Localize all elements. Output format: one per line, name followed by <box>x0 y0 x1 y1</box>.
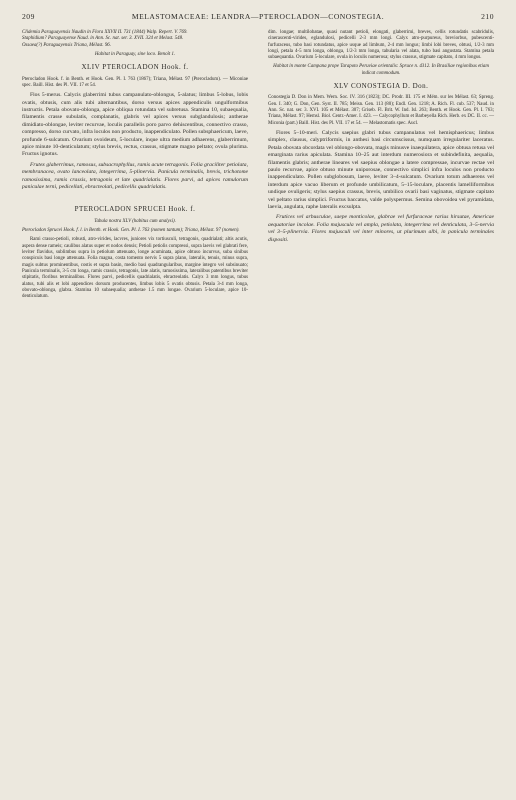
genus-synonymy: Pterocladon Hook. f. in Benth. et Hook. Gen. Pl. I. 763 (1867); Triana, Mélast. 97 (Pterocladum). — Miconiae spec. Baill. Hist. des Pl. VII. 17 et 54. <box>22 76 248 88</box>
left-column <box>22 30 248 303</box>
synonymy-block: Clidemia Paraguayensis Naudin in Flora XXVII II. 731 (1844) Walp. Repert. V. 769. Staphidium? Paraguayense Naud. in Ann. Sc. nat. ser. 3. XVII. 324 et Melast. 548. Ossaea(?) Paraguayensis Triana, Mélast. 96. <box>22 30 188 48</box>
genus-heading-right: XLV CONOSTEGIA D. Don. <box>333 82 429 91</box>
running-header <box>22 12 494 24</box>
genus-description-right: Flores 5–10-meri. Calycis saepius glabri tubus campanulatus vel hemisphaericus; limbus simplex, clausus, calyptriformis, in anthesi basi circumscissus, numquam irregulariter laceratus. Petala obovata obcordata vel oblongo-obovata, magis minusve inaequilatera, apice obtusa retusa vel emarginata rarius apiculata. Stamina 10–25 aut interdum numerosiora et subindefinita, aequalia, filamentis glabris; antherae lineares vel saepius oblongae a latere compressae, incurvae rectae vel paulo recurvae, apice obtuso minute uniporosae, connectivo simplici infra loculos non producto inappendiculato. Pollen subglobosum, laeve, leviter 3–4-sulcatum. Ovarium totum adhaerens vel interdum apice vacuo liberum et profunde umbilicatum, 5–15-loculare, placentis lamelliformibus undique ovuligeris; stylus saepius crassus, brevis, umbilico ovarii basi vaginatus, stigmate capitato vel peltato rarius simplici. Fructus baccatus, valde polyspermus. Semina obovoidea vel pyramidata, laevia, angulata, raphe lateralis excsulpta. <box>268 129 494 211</box>
genus-habit-right: Frutices vel arbusculae, saepe monticolae, glabrae vel furfuraceae rarius hirsutae, Americae aequatoriae incolae. Folia majuscula vel ampla, petiolata, integerrima vel denticulata, 3–5-nervia vel 3–5-plinervia. Flores majusculi vel inter minores, ut plurimum albi, in panicula terminales dispositi. <box>268 214 494 243</box>
habitat-note-right: Habitat in monte Campana prope Tarapoto Peruviae orientalis: Spruce n. 4312. In Brasiliae regionibus etiam indicat commodum. <box>273 64 489 76</box>
right-column <box>268 30 494 247</box>
genus-heading: XLIV PTEROCLADON Hook. f. <box>81 63 189 72</box>
species-description-continued: dim. longae; multilobatae, quasi nutant petioli, elongati, glaberrimi, breves, cellis rotundatis scabridulis, cinerascenti-virides, eglandulosi, pedicelli 2-3 mm longi. Calyx atro-purpureus, breviorbus, pubescenti-furfuraceus, tubo basi rotundatus, apice usque ad limbum, 2-4 mm longus; limbi lobi breves, obtusi, 1/2-3 mm longi, petala 4-5 mm longa, oblonga, 1/2-3 mm longa, tabularia vel alata, tubo basi angustata. Stamina petala subaequantia. Ovarium 5-loculare, ovula in loculis numerosa; stylus crassus, stigmate capitato, 4 mm longus. <box>268 30 494 61</box>
genus-habit: Frutex glaberrimus, ramosus, subsacrophyllus, ramis acute tetragonis. Folia graciliter petiolata, membranacea, ovato lanceolata, integerrima, 5-plinervia. Panicula terminalis, brevis, trichotome ramosissima, ramis crassis, tetragonis et late quadrialatis. Flores parvi, ad apices ramulorum paniculae terni, pedicellati, ebracteolati, pedicellis quadrialatis. <box>22 161 248 191</box>
plate-reference: Tabula nostra XLV (habitus cum analysi). <box>94 218 176 224</box>
habitat-note: Habitat in Paraguay, sine loco. Benoît 1. <box>94 51 176 57</box>
running-title: MELASTOMACEAE: LEANDRA—PTEROCLADON—CONOSTEGIA. <box>131 12 385 21</box>
species-synonymy: Pterocladon Sprucei Hook. f. l. in Benth. et Hook. Gen. Pl. I. 763 (nomen tantum); Triana, Mélast. 97 (nomen). <box>22 228 240 234</box>
genus-synonymy-right: Conostegia D. Don in Mem. Wern. Soc. IV. 316 (1823); DC. Prodr. III. 175 et Mém. sur les Mélast. 63; Spreng. Gen. I. 340; G. Don, Gen. Syst. II. 785; Meisn. Gen. 113 (80); Endl. Gen. 1218; A. Rich. Fl. cub. 537; Naud. in Ann. Sc. nat. ser. 3. XVI. 105 et Mélast. 307; Griseb. Fl. Brit. W. Ind. Isl. 263; Benth. et Hook. Gen. Pl. I. 763; Triana, Mélast. 97; Hemsl. Biol. Centr.-Amer. I. 423. — Calycophyllum et Barbeyella Rich. Herb. ex DC. II. cc. — Miconia (part.) Baill. Hist. des Pl. VII. 17 et 54. — Melastomatis spec. Aucl. <box>268 95 494 126</box>
species-heading: PTEROCLADON SPRUCEI Hook. f. <box>74 205 196 214</box>
page-number-right: 210 <box>481 12 494 21</box>
species-description: Rami crasso-petioli, robusti, atro-virides, lacvres, juniores vix tortiusculi, tetragonis, quadrialati; altis acutis, aspera dense rameis; caulibus alatus super et nodos densis; Petioli petiolis compressi, supra laevis vel glabrati fere, leviter flavidus, sublimbus supra in petiolum attenuato, longe acuminata, apice obtuso incurvus, suba sinibus conspicuis basi longe attenuata. Folia magna, costa tomento nervis 5 supra plano, lateralis, tenuis, minus supra, magis subtus prominentibus, costis et supra basin, medio basi quadrangularibus, margine integro vel subsinuato; Panicula terminalis, 3-5 cm longa, ramis crassis, tetragonis, late alatis, ramosissima, lateralibus patentibus breviter stipitatis, floribus terminalibus. Flores parvi, pedicellis quadrialatis, ebracteolatis. Calyx 3 mm longus, tubus alatus, tubi alis et lobi appendices dorsum producentes, limbus lobis 5 ovatis obtusis. Petala 3-4 mm longa, obovato-oblonga, glabra. Stamina 10 subaequalia; antherae 1.5 mm longae. Ovarium 5-loculare, apice 10-denticulatum. <box>22 237 248 300</box>
genus-description: Flos 5-merus. Calycis glaberrimi tubus campanulato-oblongus, 5-alatus; limbus 5-lobus, lobis ovatis, obtusis, cum alis tubi alternantibus, dorso versus apices appendiculis ungulformibus instructis. Petala obovato-oblonga, apice obliqua rotundata vel subretusa. Stamina 10, subaequalia, filamentis crasse subulatis, complanatis, glabris vel apices versus subglandulosis; antherae dimidiato-oblongae, leviter recurvae, loculis parallelis poro parvo dehiscentibus, connectivo crasso, compresso, dorso curvato, infra loculos non producto, inappendiculato. Pollen subsphaericum, laeve, profunde 6-sulcatum. Ovarium ovoideum, 5-loculare, inque ultra medium adhaerens, glaberrimum, apice minute 10-denticulatum; stylus brevis, rectus, crassus, stigmate magno peltato; ovula plurima. Fructus ignotus. <box>22 92 248 158</box>
page-number-left: 209 <box>22 12 35 21</box>
